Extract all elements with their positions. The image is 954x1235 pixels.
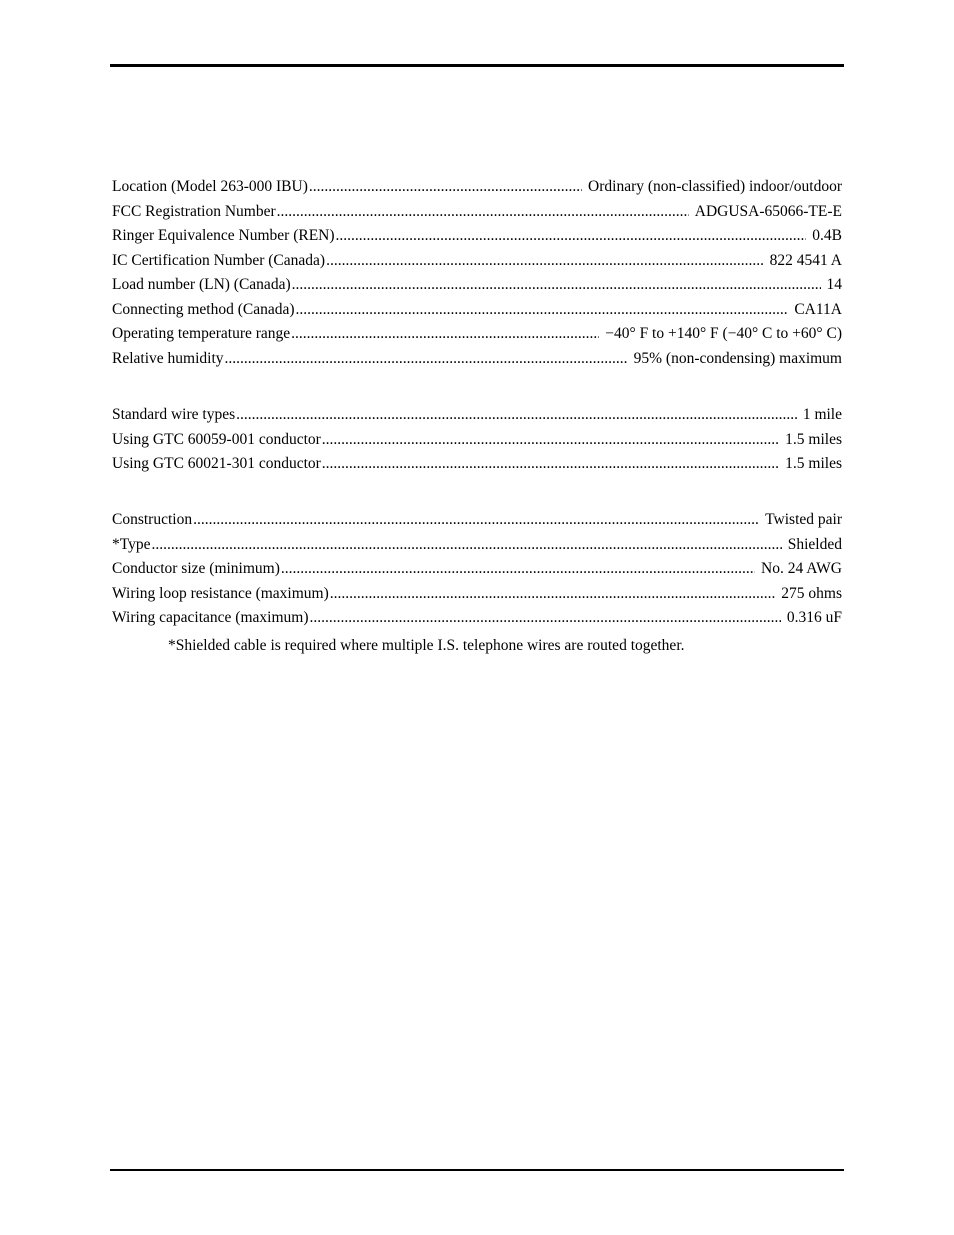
spec-row-ren xyxy=(112,224,842,249)
spec-row-capacitance xyxy=(112,606,842,631)
spec-value: Ordinary (non-classified) indoor/outdoor xyxy=(588,178,842,195)
spec-row-gtc-60059 xyxy=(112,428,842,453)
spec-value: −40° F to +140° F (−40° C to +60° C) xyxy=(605,325,842,342)
spec-row-location xyxy=(112,175,842,200)
dot-leader xyxy=(309,175,582,200)
dot-leader xyxy=(309,606,780,631)
spec-label: Construction xyxy=(112,511,193,528)
dot-leader xyxy=(296,298,789,323)
spec-row-fcc-registration xyxy=(112,200,842,225)
spec-label: IC Certification Number (Canada) xyxy=(112,251,326,269)
spec-value: Twisted pair xyxy=(765,511,842,528)
distance-specifications xyxy=(112,403,842,477)
spec-label: FCC Registration Number xyxy=(112,202,276,220)
dot-leader xyxy=(236,403,797,428)
dot-leader xyxy=(281,557,755,582)
dot-leader xyxy=(322,428,779,453)
spec-value: 0.316 uF xyxy=(786,609,842,626)
spec-label: Connecting method (Canada) xyxy=(112,300,295,318)
dot-leader xyxy=(225,347,628,372)
spec-value: 275 ohms xyxy=(781,584,842,602)
spec-row-standard-wire xyxy=(112,403,842,428)
spec-row-type xyxy=(112,533,842,558)
spec-label: Conductor size (minimum) xyxy=(112,560,280,577)
dot-leader xyxy=(326,249,764,274)
dot-leader xyxy=(277,200,689,225)
dot-leader xyxy=(291,322,599,347)
spec-label: Location (Model 263-000 IBU) xyxy=(112,178,308,195)
footer-rule xyxy=(110,1169,844,1171)
dot-leader xyxy=(152,533,782,558)
spec-row-conductor-size xyxy=(112,557,842,582)
spec-row-ic-certification xyxy=(112,249,842,274)
spec-row-loop-resistance xyxy=(112,582,842,607)
spec-value: CA11A xyxy=(794,300,842,318)
spec-label: Using GTC 60059-001 conductor xyxy=(112,430,321,448)
spec-row-relative-humidity xyxy=(112,347,842,372)
spec-label: Using GTC 60021-301 conductor xyxy=(112,455,321,472)
dot-leader xyxy=(330,582,776,607)
general-specifications xyxy=(112,175,842,371)
spec-row-connecting-method xyxy=(112,298,842,323)
spec-value: 822 4541 A xyxy=(769,251,842,269)
spec-value: 95% (non-condensing) maximum xyxy=(633,349,842,367)
spec-row-construction xyxy=(112,508,842,533)
spec-label: Wiring loop resistance (maximum) xyxy=(112,584,329,602)
spec-label: Load number (LN) (Canada) xyxy=(112,276,291,293)
spec-label: *Type xyxy=(112,535,151,553)
spec-label: Ringer Equivalence Number (REN) xyxy=(112,227,335,244)
wiring-specifications xyxy=(112,508,842,631)
spec-value: 1 mile xyxy=(802,406,842,423)
spec-label: Relative humidity xyxy=(112,349,224,367)
spec-value: Shielded xyxy=(787,535,842,553)
spec-value: 14 xyxy=(826,276,842,293)
spec-value: ADGUSA-65066-TE-E xyxy=(694,202,842,220)
dot-leader xyxy=(193,508,759,533)
dot-leader xyxy=(336,224,807,249)
header-rule xyxy=(110,64,844,67)
spec-value: 1.5 miles xyxy=(785,430,842,448)
spec-label: Operating temperature range xyxy=(112,325,291,342)
spec-value: No. 24 AWG xyxy=(761,560,842,577)
spec-row-operating-temperature xyxy=(112,322,842,347)
spec-label: Wiring capacitance (maximum) xyxy=(112,609,309,626)
spec-row-load-number xyxy=(112,273,842,298)
spec-value: 1.5 miles xyxy=(785,455,842,472)
dot-leader xyxy=(292,273,821,298)
dot-leader xyxy=(322,452,779,477)
spec-label: Standard wire types xyxy=(112,406,236,423)
spec-row-gtc-60021 xyxy=(112,452,842,477)
shielded-cable-footnote: *Shielded cable is required where multiple I.S. telephone wires are routed together. xyxy=(168,637,685,654)
spec-value: 0.4B xyxy=(812,227,842,244)
